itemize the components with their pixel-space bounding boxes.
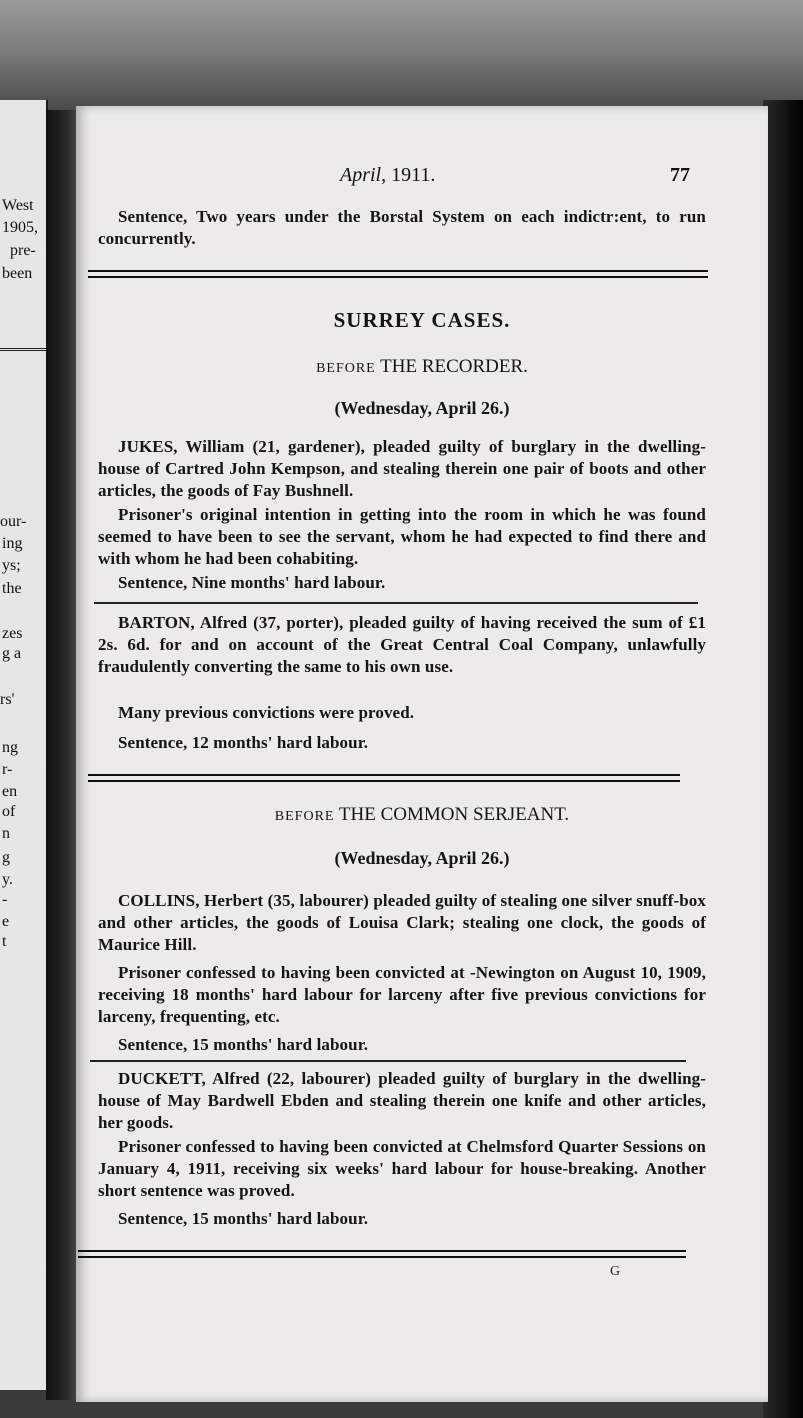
case-separator — [90, 1060, 686, 1062]
facing-page-text: n — [2, 825, 10, 842]
page-number: 77 — [670, 164, 690, 186]
case-entry-barton: BARTON, Alfred (37, porter), pleaded guilty of having received the sum of £1 2s. 6d. for and on account of the Great Central Coal Company, unlawfully fraudulently converting the same to his own use. — [98, 613, 706, 676]
signature-mark: G — [610, 1264, 621, 1279]
photo-background-right — [763, 100, 803, 1418]
case-sentence: Sentence, 15 months' hard labour. — [118, 1209, 369, 1228]
facing-page-text: pre- — [10, 242, 36, 259]
header-date: April, 1911. — [340, 164, 436, 186]
facing-page-fragment — [0, 100, 48, 1390]
facing-page-text: ing — [2, 535, 23, 552]
facing-page-rule — [0, 348, 46, 351]
opening-sentence: Sentence, Two years under the Borstal System on each indictr:ent, to run concurrently. — [98, 207, 706, 248]
section-title: SURREY CASES. — [333, 308, 511, 332]
case-sentence: Sentence, Nine months' hard labour. — [118, 573, 386, 592]
case-separator — [94, 602, 698, 604]
facing-page-text: been — [2, 265, 33, 282]
facing-page-text: en — [2, 783, 18, 800]
double-rule — [78, 1250, 686, 1258]
facing-page-text: e — [2, 913, 10, 930]
facing-page-text: t — [2, 933, 7, 950]
case-note: Prisoner's original intention in getting into the room in which he was found seemed to have been to see the servant, whom he had expected to find there and with whom he had been cohabiting. — [98, 505, 706, 568]
case-entry-duckett: DUCKETT, Alfred (22, labourer) pleaded guilty of burglary in the dwelling-house of May Bardwell Ebden and stealing therein one knife and other articles, her goods. — [98, 1069, 706, 1132]
case-sentence: Sentence, 12 months' hard labour. — [118, 733, 369, 752]
facing-page-text: r- — [2, 761, 13, 778]
facing-page-text: of — [2, 803, 16, 820]
case-note: Many previous convictions were proved. — [118, 703, 415, 722]
case-note: Prisoner confessed to having been convicted at Chelmsford Quarter Sessions on January 4, 1911, receiving six weeks' hard labour for house-breaking. Another short sentence was proved. — [98, 1137, 706, 1200]
case-entry-jukes: JUKES, William (21, gardener), pleaded guilty of burglary in the dwelling-house of Cartred John Kempson, and stealing therein one pair of boots and other articles, the goods of Fay Bushnell. — [98, 437, 706, 500]
case-sentence: Sentence, 15 months' hard labour. — [118, 1035, 369, 1054]
hearing-date: (Wednesday, April 26.) — [334, 398, 510, 418]
facing-page-text: ys; — [2, 557, 21, 574]
running-header — [76, 164, 768, 188]
facing-page-text: ng — [2, 739, 18, 756]
facing-page-text: 1905, — [2, 219, 38, 236]
photo-background-top — [0, 0, 803, 110]
hearing-date: (Wednesday, April 26.) — [334, 848, 510, 868]
court-heading-recorder: BEFORE THE RECORDER. — [316, 356, 528, 377]
case-note: Prisoner confessed to having been convicted at -Newington on August 10, 1909, receiving 18 months' hard labour for larceny after five previous convictions for larceny, frequenting, etc. — [98, 963, 706, 1026]
book-page — [76, 106, 768, 1402]
double-rule — [88, 774, 680, 782]
facing-page-text: g a — [2, 645, 22, 662]
facing-page-text: g — [2, 849, 10, 866]
facing-page-text: zes — [2, 625, 23, 642]
court-heading-common-serjeant: BEFORE THE COMMON SERJEANT. — [274, 804, 570, 825]
facing-page-text: the — [2, 580, 22, 597]
facing-page-text: y. — [2, 871, 13, 888]
facing-page-text: West — [2, 197, 34, 214]
facing-page-text: - — [2, 891, 8, 908]
book-gutter — [46, 110, 76, 1400]
case-entry-collins: COLLINS, Herbert (35, labourer) pleaded guilty of stealing one silver snuff-box and other articles, the goods of Louisa Clark; stealing one clock, the goods of Maurice Hill. — [98, 891, 706, 954]
facing-page-text: rs' — [0, 691, 15, 708]
double-rule — [88, 270, 708, 278]
facing-page-text: our- — [0, 513, 27, 530]
